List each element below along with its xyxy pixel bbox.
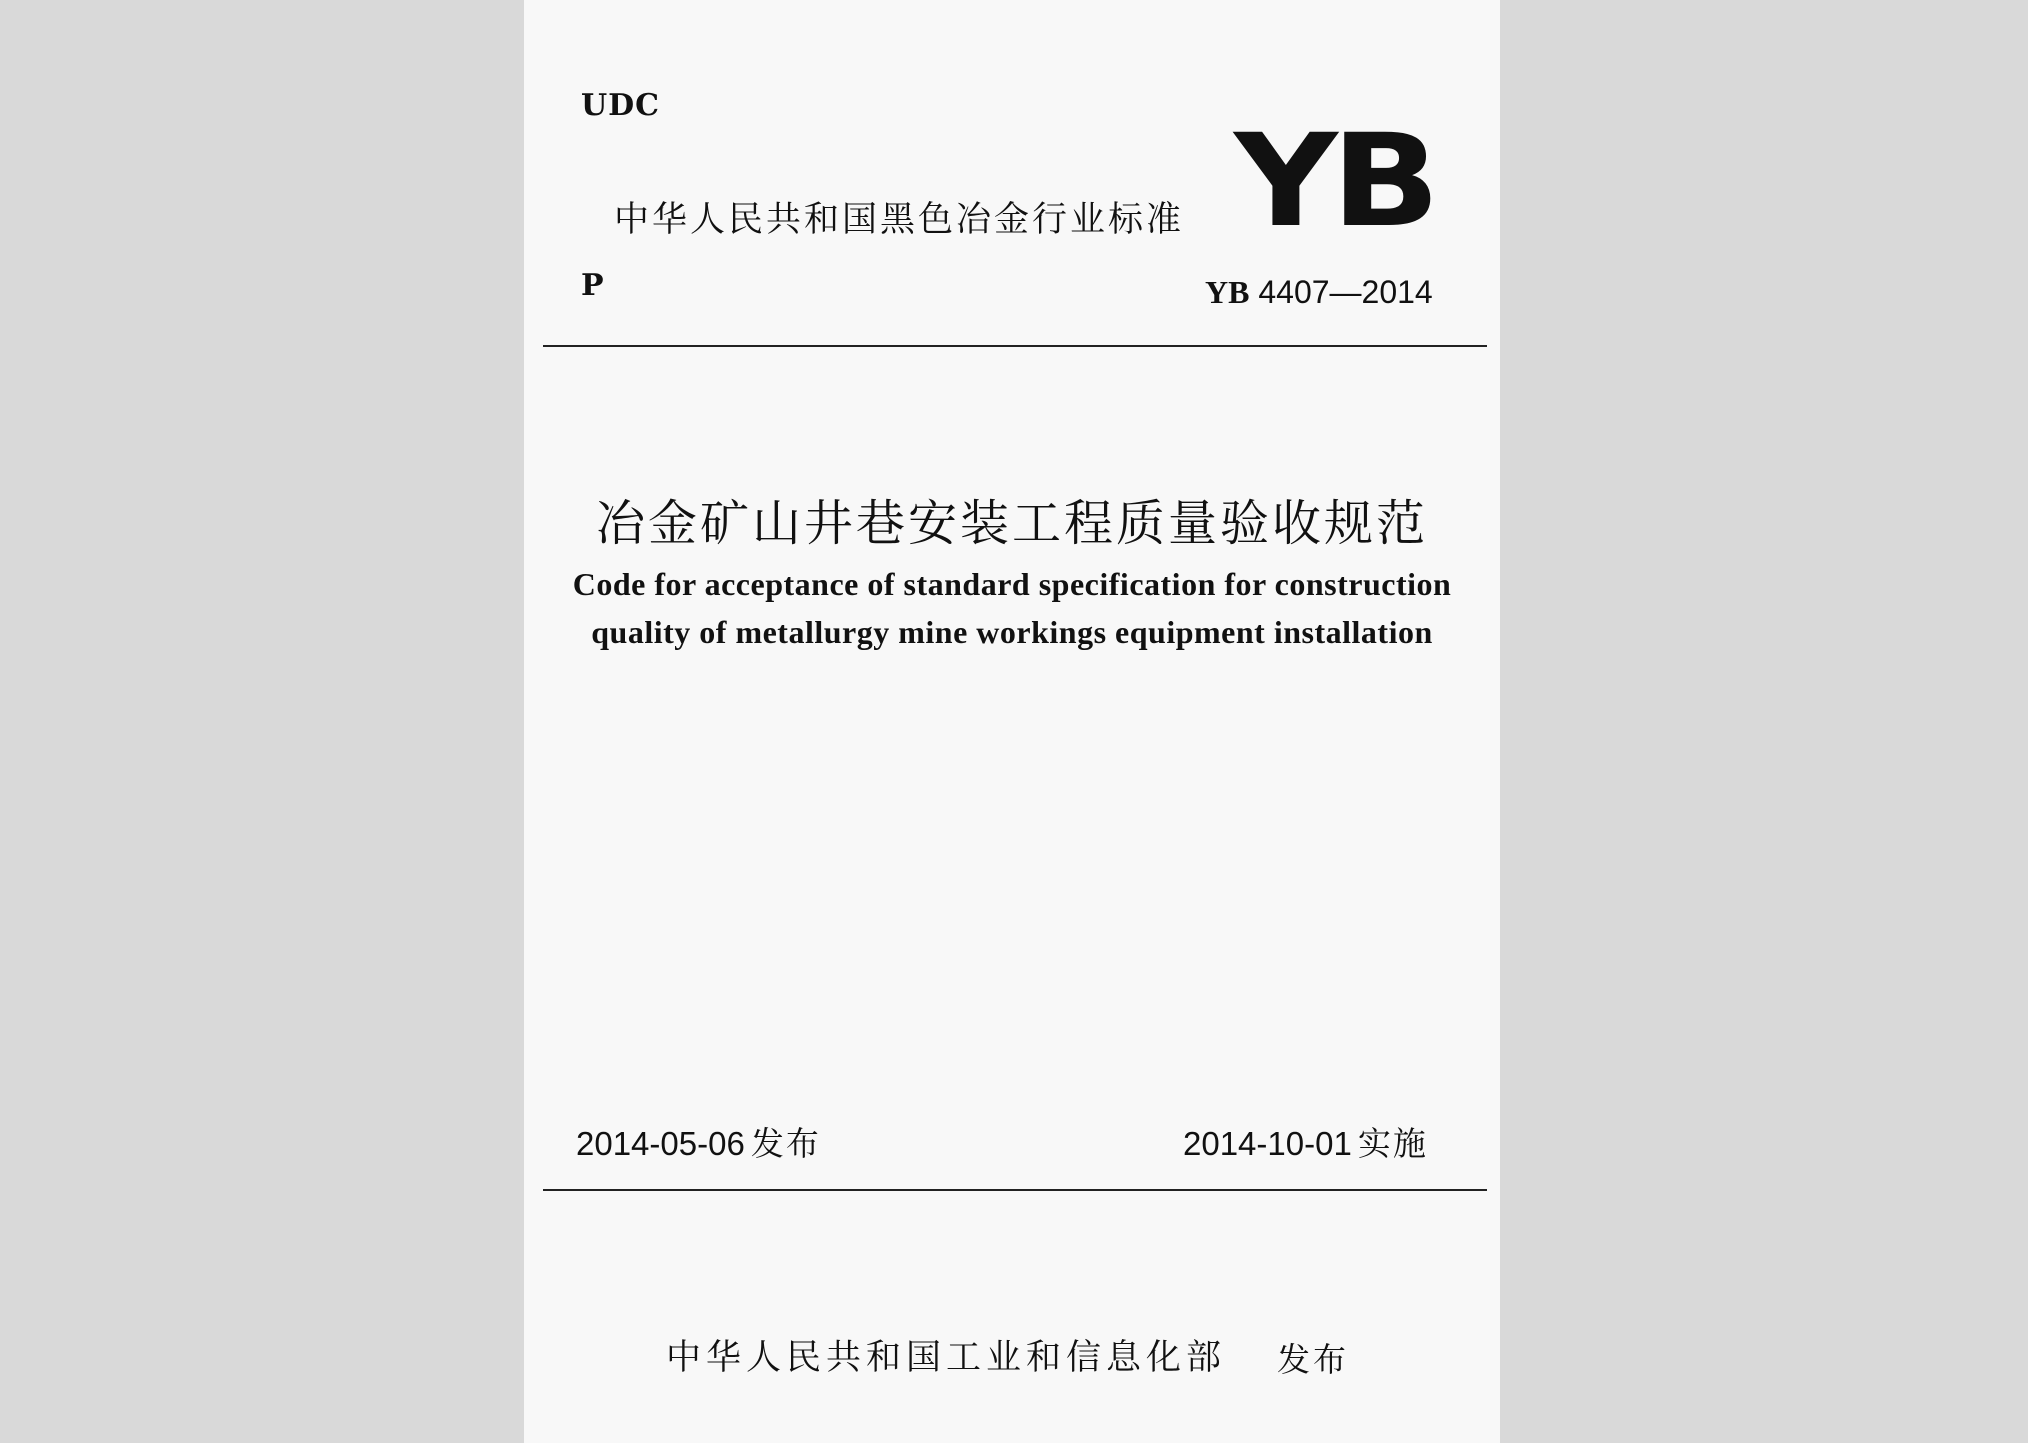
classification-code: P <box>581 268 604 303</box>
yb-logo: YB <box>1234 107 1434 256</box>
publish-label: 发布 <box>1277 1340 1349 1379</box>
publisher-name: 中华人民共和国工业和信息化部 <box>666 1338 1227 1378</box>
issue-label: 发布 <box>750 1124 821 1163</box>
top-divider <box>543 345 1487 347</box>
implementation-label: 实施 <box>1357 1124 1428 1163</box>
implementation-date-value: 2014-10-01 <box>1183 1125 1352 1162</box>
standard-number <box>1205 274 1433 311</box>
implementation-date <box>1183 1118 1428 1165</box>
title-chinese: 冶金矿山井巷安装工程质量验收规范 <box>595 495 1428 552</box>
document-page <box>524 0 1500 1443</box>
bottom-divider <box>543 1189 1487 1191</box>
issue-date-value: 2014-05-06 <box>576 1125 745 1162</box>
title-english-line-2: quality of metallurgy mine workings equipment installation <box>591 614 1433 650</box>
title-english-line-1: Code for acceptance of standard specification for construction <box>572 566 1452 602</box>
industry-standard-heading: 中华人民共和国黑色冶金行业标准 <box>614 200 1185 240</box>
standard-number-value: 4407—2014 <box>1258 274 1433 310</box>
udc-label: UDC <box>581 88 661 123</box>
issue-date <box>576 1118 821 1165</box>
standard-prefix: YB <box>1205 274 1250 310</box>
